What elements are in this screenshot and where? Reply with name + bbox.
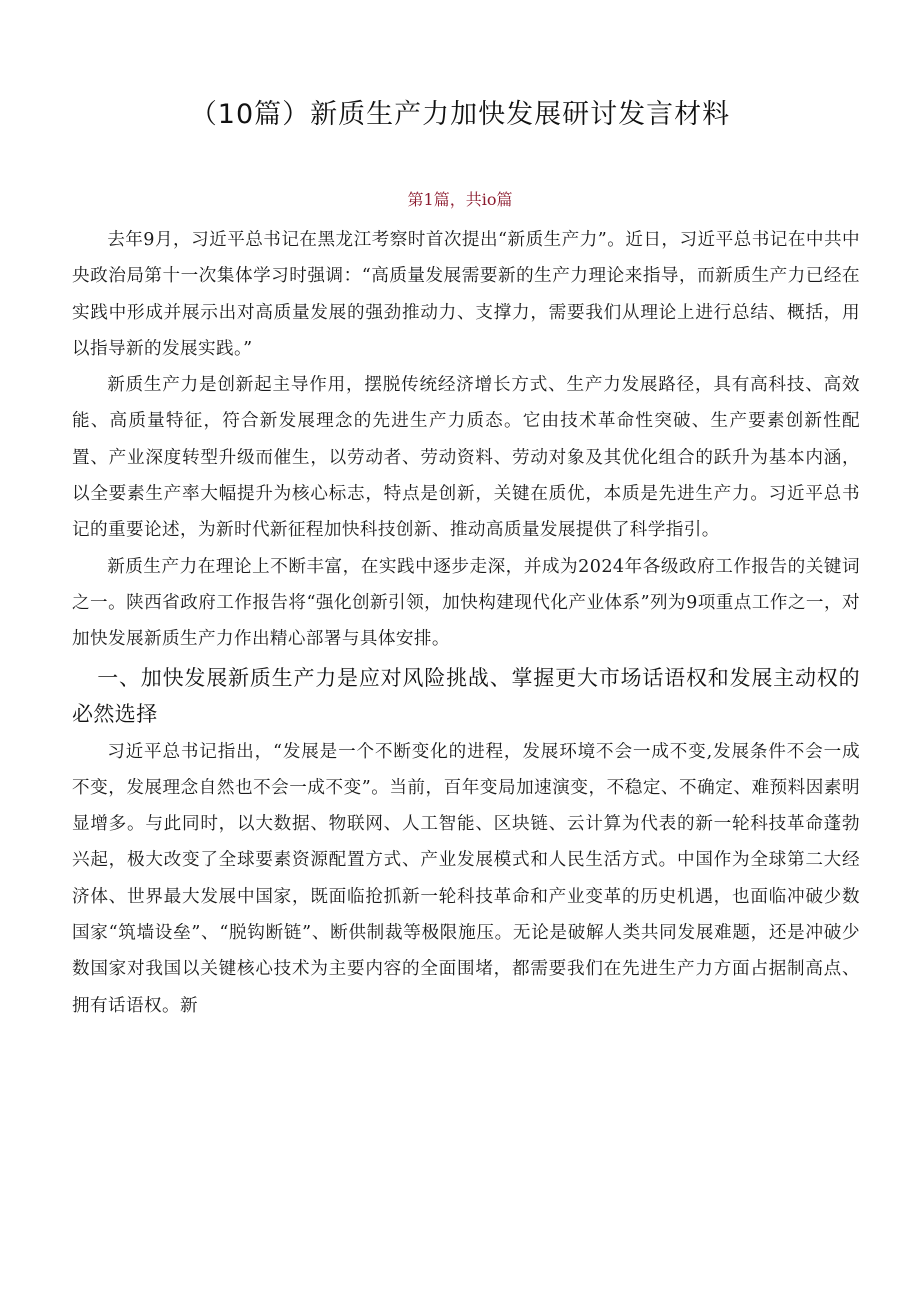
- body-paragraph-1: 去年9月，习近平总书记在黑龙江考察时首次提出“新质生产力”。近日，习近平总书记在中共中央政治局第十一次集体学习时强调：“高质量发展需要新的生产力理论来指导，而新质生产力已经在实践中形成并展示出对高质量发展的强劲推动力、支撑力，需要我们从理论上进行总结、概括，用以指导新的发展实践。”: [72, 230, 860, 359]
- body-paragraph-3: 新质生产力在理论上不断丰富，在实践中逐步走深，并成为2024年各级政府工作报告的关键词之一。陕西省政府工作报告将“强化创新引领，加快构建现代化产业体系”列为9项重点工作之一，对加快发展新质生产力作出精心部署与具体安排。: [72, 556, 860, 650]
- document-subtitle: 第1篇，共io篇: [407, 190, 513, 209]
- document-title: （10篇）新质生产力加快发展研讨发言材料: [189, 99, 731, 130]
- section-heading: 一、加快发展新质生产力是应对风险挑战、掌握更大市场话语权和发展主动权的必然选择: [72, 665, 860, 726]
- section-paragraph-1: 习近平总书记指出，“发展是一个不断变化的进程，发展环境不会一成不变,发展条件不会一成不变，发展理念自然也不会一成不变”。当前，百年变局加速演变，不稳定、不确定、难预料因素明显增多。与此同时，以大数据、物联网、人工智能、区块链、云计算为代表的新一轮科技革命蓬勃兴起，极大改变了全球要素资源配置方式、产业发展模式和人民生活方式。中国作为全球第二大经济体、世界最大发展中国家，既面临抢抓新一轮科技革命和产业变革的历史机遇，也面临冲破少数国家“筑墙设垒”、“脱钩断链”、断供制裁等极限施压。无论是破解人类共同发展难题，还是冲破少数国家对我国以关键核心技术为主要内容的全面围堵，都需要我们在先进生产力方面占据制高点、拥有话语权。新: [72, 741, 860, 1016]
- body-paragraph-2: 新质生产力是创新起主导作用，摆脱传统经济增长方式、生产力发展路径，具有高科技、高效能、高质量特征，符合新发展理念的先进生产力质态。它由技术革命性突破、生产要素创新性配置、产业深度转型升级而催生，以劳动者、劳动资料、劳动对象及其优化组合的跃升为基本内涵，以全要素生产率大幅提升为核心标志，特点是创新，关键在质优，本质是先进生产力。习近平总书记的重要论述，为新时代新征程加快科技创新、推动高质量发展提供了科学指引。: [72, 375, 860, 541]
- document-body: [72, 222, 860, 1024]
